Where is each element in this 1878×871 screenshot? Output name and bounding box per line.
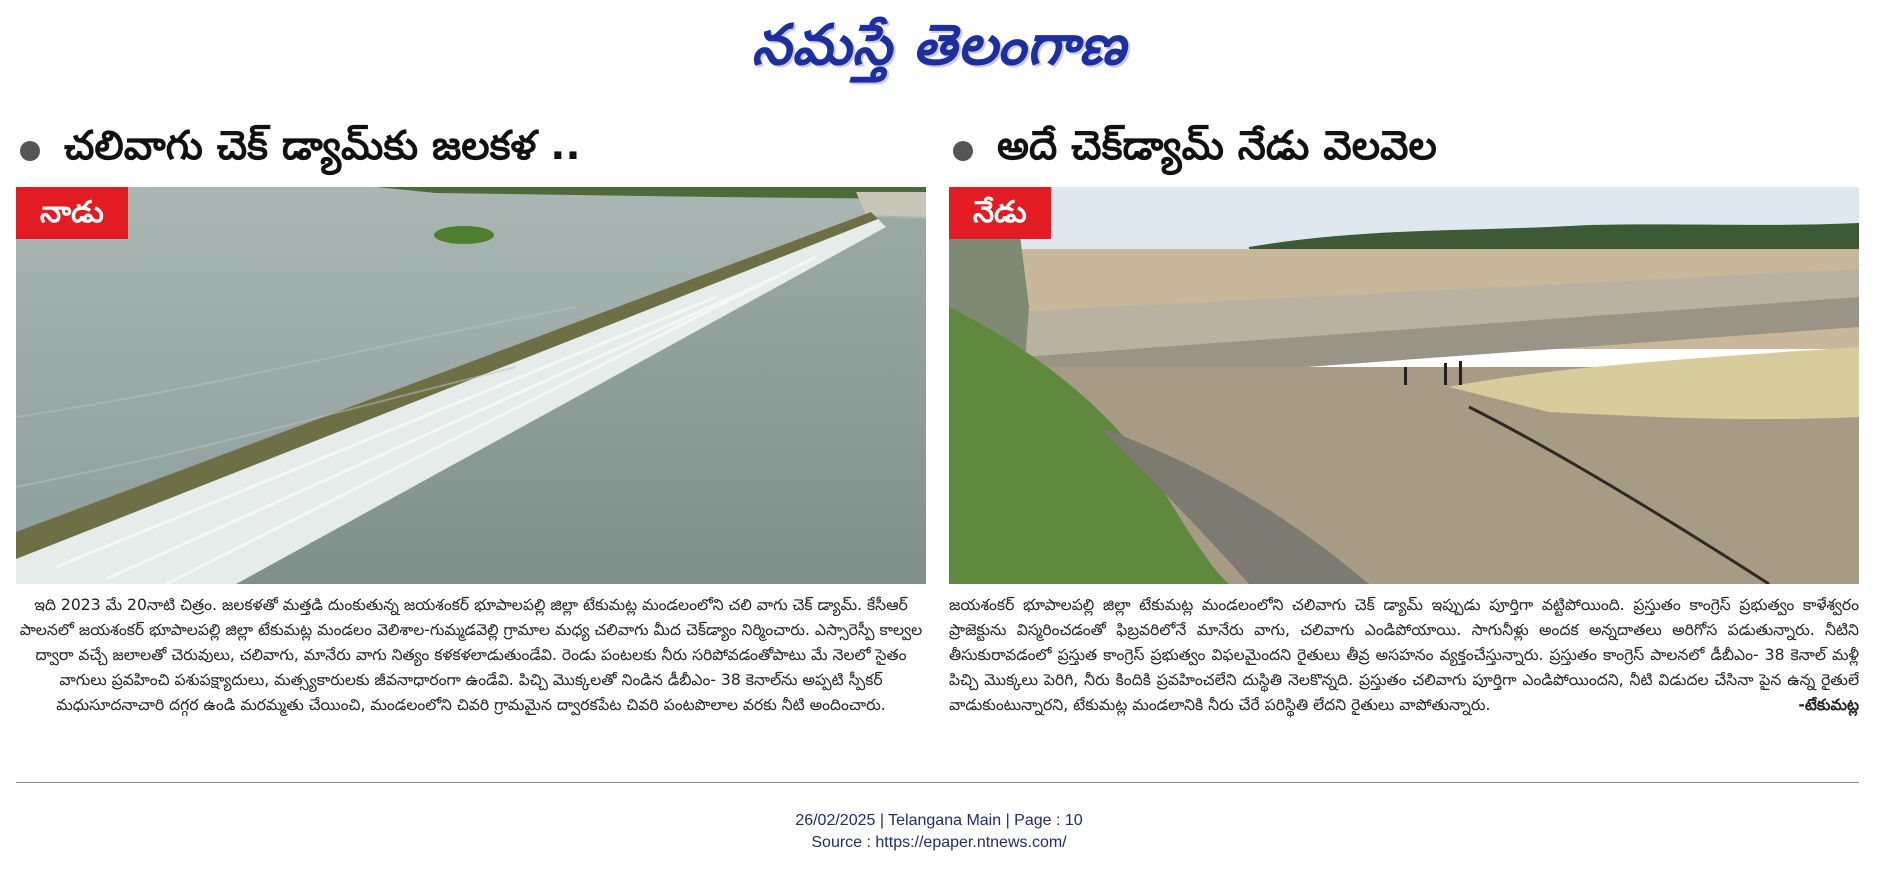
- headline-left-text: చలివాగు చెక్ డ్యామ్‌కు జలకళ ..: [64, 123, 581, 169]
- photo-checkdam-dry-graphic: [949, 187, 1859, 584]
- divider: [16, 782, 1859, 783]
- bullet-icon: [20, 141, 40, 161]
- masthead: [0, 6, 1878, 86]
- caption-right: [949, 593, 1859, 718]
- headline-left: [16, 118, 926, 184]
- photo-checkdam-full-graphic: [16, 187, 926, 584]
- photo-checkdam-full: [16, 187, 926, 584]
- article-left: [16, 118, 926, 778]
- footer-source: Source : https://epaper.ntnews.com/: [811, 834, 1067, 851]
- caption-left: ఇది 2023 మే 20నాటి చిత్రం. జలకళతో మత్తడి దుంకుతున్న జయశంకర్ భూపాలపల్లి జిల్లా టేకుమట్ల మండలంలోని చలి వాగు చెక్ డ్యామ్. కేసీఆర్ పాలనలో జయశంకర్ భూపాలపల్లి జిల్లా టేకుమట్ల మండలం వెలిశాల-గుమ్మడవెల్లి గ్రామాల మధ్య చలివాగు మీద చెక్‌డ్యాం నిర్మించారు. ఎస్సారెస్పీ కాల్వల ద్వారా వచ్చే జలాలతో చెరువులు, చలివాగు, మానేరు వాగు నిత్యం కళకళలాడుతుండేవి. రెండు పంటలకు నీరు సరిపోవడంతోపాటు మే నెలలో సైతం వాగులు ప్రవహించి పశుపక్ష్యాదులు, మత్స్యకారులకు జీవనాధారంగా ఉండేవి. పిచ్చి మొక్కలతో నిండిన డీబీఎం- 38 కెనాల్‌ను అప్పటి స్పీకర్ మధుసూదనాచారి దగ్గర ఉండి మరమ్మతు చేయించి, మండలంలోని చివరి గ్రామమైన ద్వారకపేట చివరి పంటపొలాల వరకు నీటి అందించారు.: [19, 596, 923, 714]
- article-right: [949, 118, 1859, 778]
- headline-right: [949, 118, 1859, 184]
- footer: [0, 810, 1878, 854]
- caption-right-text: జయశంకర్ భూపాలపల్లి జిల్లా టేకుమట్ల మండలంలోని చలివాగు చెక్ డ్యామ్ ఇప్పుడు పూర్తిగా వట్టిపోయింది. ప్రస్తుతం కాంగ్రెస్ ప్రభుత్వం కాళేశ్వరం ప్రాజెక్టును విస్మరించడంతో ఫిబ్రవరిలోనే మానేరు వాగు, చలివాగు ఎండిపోయాయి. సాగునీళ్లు అందక అన్నదాతలు అరిగోస పడుతున్నారు. నీటిని తీసుకురావడంలో ప్రస్తుత కాంగ్రెస్ ప్రభుత్వం విఫలమైందని రైతులు తీవ్ర అసహనం వ్యక్తంచేస్తున్నారు. ప్రస్తుతం కాంగ్రెస్ పాలనలో డీబీఎం- 38 కెనాల్ మళ్లీ పిచ్చి మొక్కలు పెరిగి, నీరు కిందికి ప్రవహించలేని దుస్థితి నెలకొన్నది. ప్రస్తుతం చలివాగు పూర్తిగా ఎండిపోయిందని, నీటి విడుదల చేసినా పైన ఉన్న రైతులే వాడుకుంటున్నారని, టేకుమట్ల మండలానికి నీరు చేరే పరిస్థితి లేదని రైతులు వాపోతున్నారు.: [949, 596, 1859, 714]
- footer-edition: 26/02/2025 | Telangana Main | Page : 10: [795, 812, 1083, 829]
- tag-then: నాడు: [16, 187, 128, 239]
- byline: -టేకుమట్ల: [1798, 696, 1859, 714]
- bullet-icon: [953, 141, 973, 161]
- tag-now: నేడు: [949, 187, 1051, 239]
- photo-checkdam-dry: [949, 187, 1859, 584]
- headline-right-text: అదే చెక్‌డ్యామ్ నేడు వెలవెల: [997, 123, 1437, 169]
- masthead-title: నమస్తే తెలంగాణ: [751, 13, 1127, 78]
